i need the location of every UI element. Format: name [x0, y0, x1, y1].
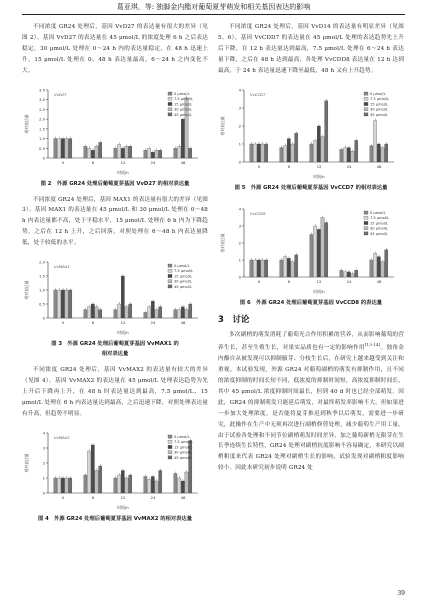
figure-caption: 图 5 外源 GR24 处理后葡萄夏芽基因 VvCCD7 的相对表达量	[234, 184, 388, 191]
bar	[325, 222, 328, 276]
legend-label: 30 μmol/L	[174, 107, 192, 112]
legend-label: 15 μmol/L	[370, 101, 388, 106]
legend-label: 7.5 μmol/L	[174, 96, 194, 101]
bar	[87, 148, 90, 158]
y-tick-label: 2	[238, 240, 241, 246]
bar	[91, 445, 94, 493]
bar	[181, 481, 184, 493]
y-tick-label: 1.5	[38, 125, 45, 131]
bar	[117, 475, 120, 493]
legend-label: 0 μmol/L	[174, 434, 190, 439]
legend-label: 15 μmol/L	[174, 444, 192, 449]
paragraph-text: 多次副梢的萌发消耗了葡萄光合作用积累的营养，从而影响葡萄的营养生长，甚至生殖生长，对果实品质也有一定的影响作用	[218, 331, 404, 352]
x-tick-label: 24	[150, 494, 156, 500]
bar	[147, 479, 150, 493]
legend-label: 15 μmol/L	[174, 274, 192, 279]
bar	[313, 226, 316, 277]
bar	[343, 271, 346, 276]
bar	[159, 150, 162, 158]
bar	[99, 466, 102, 493]
bar	[54, 138, 57, 157]
citation: [13-14]	[364, 342, 381, 348]
x-tick-label: 12	[120, 159, 126, 165]
legend-swatch	[364, 107, 368, 110]
bar	[117, 304, 120, 318]
legend-label: 7.5 μmol/L	[370, 215, 390, 220]
bar	[159, 307, 162, 318]
legend-swatch	[168, 285, 172, 288]
legend-swatch	[364, 211, 368, 214]
bar	[185, 472, 188, 493]
bar	[61, 478, 64, 493]
y-tick-label: 2.0	[38, 259, 45, 265]
legend-swatch	[168, 264, 172, 267]
bar	[355, 270, 358, 277]
chart-vvmax1	[22, 252, 208, 338]
legend-label: 0 μmol/L	[174, 91, 190, 96]
bar	[61, 290, 64, 318]
legend-swatch	[364, 97, 368, 100]
bar	[340, 270, 343, 277]
legend-swatch	[168, 455, 172, 458]
bar	[370, 260, 373, 277]
legend-swatch	[364, 216, 368, 219]
y-axis-label: 相对表达量	[24, 114, 29, 134]
legend-label: 0 μmol/L	[174, 264, 190, 269]
x-tick-label: 0	[61, 320, 65, 326]
bar	[177, 478, 180, 493]
bar	[87, 451, 90, 493]
legend-label: 45 μmol/L	[370, 231, 388, 236]
x-tick-label: 48	[180, 159, 186, 165]
bar	[155, 150, 158, 158]
x-tick-label: 6	[287, 163, 291, 169]
bar	[117, 144, 120, 158]
y-tick-label: 0	[238, 274, 241, 280]
bar	[181, 119, 184, 158]
bar	[159, 470, 162, 493]
x-tick-label: 6	[91, 159, 95, 165]
bar	[321, 217, 324, 277]
bar	[121, 148, 124, 158]
chart-svg	[218, 80, 404, 182]
chart-svg	[22, 423, 208, 513]
figure-caption: 图 3 外源 GR24 处理后葡萄夏芽基因 VvMAX1 的	[51, 341, 179, 348]
bar	[377, 256, 380, 276]
chart-title: VvMAX2	[54, 434, 70, 440]
chart-vvmax2	[22, 423, 208, 513]
bar	[313, 140, 316, 162]
y-axis-label: 相对表达量	[220, 233, 225, 253]
bar	[377, 144, 380, 162]
left-column	[22, 22, 208, 530]
bar	[250, 144, 253, 162]
bar	[84, 475, 87, 493]
legend-label: 45 μmol/L	[174, 284, 192, 289]
x-tick-label: 24	[346, 278, 352, 284]
x-tick-label: 24	[150, 159, 156, 165]
bar	[91, 150, 94, 158]
bar	[129, 304, 132, 318]
y-tick-label: 3.0	[38, 96, 45, 102]
chart-title: VvMAX1	[54, 264, 70, 270]
bar	[125, 146, 128, 158]
paragraph: 不同浓度 GR24 处理后，基因 VvD27 的表达量有很大的差异（见图 2）。基因 VvD27 的表达量在 45 μmol/L 的浓度处理 6 h 之后表达稳定，30 μmol/L 处理在 0～24 h 内的表达量稳定，在 48 h 迅速上升，15 μmol/L 处理在 0、48 h 表达量最高，6～24 h 之内变化不大。	[22, 24, 208, 74]
bar	[310, 234, 313, 277]
x-tick-label: 6	[287, 278, 291, 284]
chart-svg	[22, 80, 208, 178]
y-tick-label: 4	[238, 206, 241, 212]
x-axis-label: 时间/h	[313, 288, 325, 294]
x-tick-label: 12	[316, 278, 322, 284]
x-tick-label: 0	[61, 159, 65, 165]
bar	[253, 260, 256, 277]
chart-title: VvCCD7	[250, 91, 266, 97]
bar	[54, 478, 57, 493]
x-tick-label: 12	[120, 320, 126, 326]
bar	[65, 290, 68, 318]
y-axis-label: 相对表达量	[24, 280, 29, 300]
legend-label: 30 μmol/L	[174, 279, 192, 284]
y-tick-label: 1.0	[38, 135, 45, 141]
bar	[265, 144, 268, 162]
y-axis-label: 相对表达量	[220, 116, 225, 136]
bar	[177, 310, 180, 318]
y-tick-label: 3	[238, 105, 241, 111]
bar	[57, 478, 60, 493]
bar	[125, 307, 128, 318]
section-title: 3 讨论	[218, 314, 250, 325]
figure-caption-cont: 相对表达量	[101, 351, 129, 358]
figure-caption: 图 4 外源 GR24 处理后葡萄夏芽基因 VvMAX2 的相对表达量	[37, 515, 193, 522]
paragraph: 不同浓度 GR24 处理后，基因 VvD14 的表达量有明显差异（见图 5、6）。基因 VvCDD7 的表达量在 45 μmol/L 处理的表达趋势先上升后下降，在 12 h 表达量达到最高，7.5 μmol/L 处理在 6～24 h 表达量下降，之后在 48 h 达到最高；各处理 VvCDD8 表达量在 12 h 达到最高，于 24 h 表达量迅速下降至最低，48 h 又有上升趋势。	[218, 24, 404, 74]
y-tick-label: 3.5	[38, 87, 45, 93]
bar	[174, 148, 177, 158]
bar	[310, 144, 313, 162]
bar	[65, 138, 68, 157]
bar	[65, 478, 68, 493]
y-tick-label: 1	[238, 141, 241, 147]
figure-caption: 图 2 外源 GR24 处理后葡萄夏芽基因 VvD27 的相对表达量	[40, 180, 190, 187]
bar	[57, 138, 60, 157]
chart-vvccd8	[218, 199, 404, 297]
bar	[151, 152, 154, 158]
bar	[121, 470, 124, 493]
legend-swatch	[364, 221, 368, 224]
bar	[283, 256, 286, 276]
legend-label: 45 μmol/L	[370, 112, 388, 117]
x-axis-label: 时间/h	[117, 504, 129, 510]
y-tick-label: 0.5	[38, 145, 45, 151]
bar	[189, 304, 192, 318]
bar	[147, 307, 150, 318]
y-tick-label: 1.0	[38, 287, 45, 293]
y-tick-label: 3	[42, 445, 45, 451]
bar	[287, 258, 290, 277]
bar	[373, 120, 376, 161]
page-number: 39	[397, 590, 405, 597]
bar	[69, 290, 72, 318]
legend-swatch	[364, 102, 368, 105]
y-tick-label: 0	[42, 490, 45, 496]
bar	[373, 253, 376, 277]
bar	[250, 260, 253, 277]
x-tick-label: 24	[346, 163, 352, 169]
bar	[351, 273, 354, 276]
paragraph: 不同浓度 GR24 处理后，基因 VvMAX2 的表达量有较大的差异（见图 4）。基因 VvMAX2 的表达量在 45 μmol/L 处理表达趋势为先上升后下降再上升，在 48 h 时表达量达到最高，7.5 μmol/L、15 μmol/L 处理在 6 h 内表达量达到最高，之后迅速下降，对照处理表达量有升高，但趋势不明显。	[22, 367, 208, 417]
y-tick-label: 2.5	[38, 106, 45, 112]
bar	[114, 478, 117, 493]
legend-swatch	[364, 92, 368, 95]
bar	[280, 260, 283, 277]
x-tick-label: 48	[376, 163, 382, 169]
y-tick-label: 0	[238, 159, 241, 165]
header-rule	[22, 14, 405, 15]
bar	[147, 148, 150, 158]
bar	[69, 138, 72, 157]
bar	[385, 144, 388, 162]
y-tick-label: 2	[238, 123, 241, 129]
bar	[95, 146, 98, 158]
bar	[261, 144, 264, 162]
x-tick-label: 6	[91, 494, 95, 500]
bar	[381, 261, 384, 276]
bar	[151, 301, 154, 318]
bar	[355, 140, 358, 162]
legend-label: 15 μmol/L	[174, 101, 192, 106]
legend-swatch	[168, 280, 172, 283]
bar	[283, 145, 286, 161]
x-tick-label: 0	[61, 494, 65, 500]
bar	[177, 146, 180, 158]
bar	[99, 142, 102, 158]
legend-label: 7.5 μmol/L	[370, 96, 390, 101]
legend-swatch	[168, 445, 172, 448]
legend-label: 30 μmol/L	[174, 450, 192, 455]
bar	[347, 271, 350, 276]
bar	[343, 147, 346, 161]
legend-label: 30 μmol/L	[370, 107, 388, 112]
bar	[99, 310, 102, 318]
y-tick-label: 4	[42, 430, 45, 436]
bar	[114, 310, 117, 318]
legend-swatch	[364, 231, 368, 234]
legend-swatch	[168, 92, 172, 95]
bar	[291, 144, 294, 162]
chart-title: VvD27	[54, 91, 67, 97]
bar	[144, 150, 147, 158]
bar	[253, 144, 256, 162]
legend-swatch	[168, 107, 172, 110]
bar	[340, 149, 343, 162]
chart-svg	[218, 199, 404, 297]
x-tick-label: 48	[180, 320, 186, 326]
bar	[291, 261, 294, 276]
figure-caption: 图 6 外源 GR24 处理后葡萄夏芽基因 VvCCD8 的表达量	[239, 299, 383, 306]
bar	[257, 144, 260, 162]
bar	[95, 470, 98, 493]
y-tick-label: 0	[42, 315, 45, 321]
bar	[114, 148, 117, 158]
x-tick-label: 48	[180, 494, 186, 500]
bar	[144, 312, 147, 318]
legend-swatch	[168, 435, 172, 438]
bar	[121, 276, 124, 318]
y-tick-label: 0	[42, 155, 45, 161]
legend-swatch	[168, 269, 172, 272]
bar	[189, 148, 192, 158]
bar	[347, 147, 350, 161]
x-tick-label: 0	[257, 278, 261, 284]
bar	[295, 133, 298, 162]
bar	[257, 260, 260, 277]
paragraph-text: 。独角金内酯自从被发现可以抑制腋芽、分枝生长后，在研究上越来越受到关注和重视。本试验发现，外源 GR24 对葡萄副梢的萌发有抑制作用，且不同的浓度抑制的时间长短不同，低浓度的抑制时间短，高浓度抑制时间长，其中 45 μmol/L 浓度抑制时间最长，但到 40 d 时也已经全部萌发。因此，GR24 的抑制萌发只能延后萌发，对最终萌发率影响不大，但如果进一步加大处理浓度，是否能将夏芽推迟到秋季以后萌发，需要进一步研究，此操作在生产中无须再次进行副梢修剪处理，减少葡萄生产用工量。由于试验各处理和不同节位副梢萌发时间差异，加之葡萄新梢无限芽在生长季连续生长特性，GR24 处理对副梢抗度影响不容易确定，本研究以副梢粗度来代表 GR24 处理对副梢生长的影响，试验发现对副梢粗度影响较小。因此本研究初步说明 GR24 处	[218, 345, 404, 472]
bar	[381, 147, 384, 161]
bar	[385, 249, 388, 276]
y-tick-label: 1	[238, 257, 241, 263]
bar	[61, 138, 64, 157]
bar	[287, 138, 290, 161]
chart-title: VvCCD8	[250, 210, 266, 216]
legend-swatch	[168, 97, 172, 100]
x-tick-label: 12	[316, 163, 322, 169]
bar	[69, 478, 72, 493]
chart-vvd27	[22, 80, 208, 178]
legend-swatch	[168, 112, 172, 115]
bar	[185, 310, 188, 318]
bar	[84, 146, 87, 158]
bar	[181, 307, 184, 318]
x-tick-label: 12	[120, 494, 126, 500]
legend-label: 0 μmol/L	[370, 91, 386, 96]
bar	[87, 307, 90, 318]
bar	[325, 100, 328, 161]
legend-swatch	[364, 226, 368, 229]
legend-label: 45 μmol/L	[174, 455, 192, 460]
x-axis-label: 时间/h	[313, 173, 325, 179]
x-axis-label: 时间/h	[117, 169, 129, 175]
x-tick-label: 0	[257, 163, 261, 169]
bar	[155, 310, 158, 318]
bar	[317, 229, 320, 277]
y-tick-label: 4	[238, 87, 241, 93]
bar	[91, 304, 94, 318]
bar	[321, 136, 324, 161]
legend-label: 7.5 μmol/L	[174, 269, 194, 274]
y-tick-label: 0.5	[38, 301, 45, 307]
bar	[265, 260, 268, 277]
y-axis-label: 相对表达量	[24, 453, 29, 473]
y-tick-label: 3	[238, 223, 241, 229]
x-axis-label: 时间/h	[117, 330, 129, 336]
bar	[129, 475, 132, 493]
legend-label: 30 μmol/L	[370, 226, 388, 231]
legend-swatch	[364, 112, 368, 115]
bar	[129, 146, 132, 158]
y-tick-label: 1	[42, 475, 45, 481]
bar	[144, 476, 147, 493]
bar	[57, 290, 60, 318]
bar	[84, 310, 87, 318]
bar	[317, 126, 320, 162]
legend-swatch	[168, 440, 172, 443]
bar	[54, 290, 57, 318]
bar	[295, 254, 298, 276]
y-tick-label: 1.5	[38, 273, 45, 279]
bar	[155, 481, 158, 493]
bar	[370, 145, 373, 161]
legend-swatch	[168, 274, 172, 277]
bar	[125, 478, 128, 493]
legend-label: 15 μmol/L	[370, 220, 388, 225]
legend-swatch	[168, 102, 172, 105]
running-header: 葛亚琪，等: 独脚金内酯对葡萄夏芽萌发和相关基因表达的影响	[116, 3, 311, 11]
right-column	[218, 22, 404, 476]
legend-swatch	[168, 450, 172, 453]
x-tick-label: 48	[376, 278, 382, 284]
paragraph	[218, 330, 404, 475]
chart-svg	[22, 252, 208, 338]
paragraph: 不同浓度 GR24 处理后，基因 MAX1 的表达量有很大的差异（见图 3）。基因 MAX1 的表达量在 45 μmol/L 和 30 μmol/L 处理在 0～48 h 内表达量都不高，处于平稳水平，15 μmol/L 处理在 6 h 内为下降趋势，之后在 12 h 上升，之后回落，对照处理在 6～48 h 内表达量降低，处于较低的水平。	[22, 196, 208, 247]
legend-label: 0 μmol/L	[370, 210, 386, 215]
bar	[151, 476, 154, 493]
legend-label: 45 μmol/L	[174, 112, 192, 117]
y-tick-label: 2	[42, 460, 45, 466]
chart-vvccd7	[218, 80, 404, 182]
bar	[280, 147, 283, 161]
y-tick-label: 2.0	[38, 116, 45, 122]
bar	[351, 151, 354, 162]
bar	[174, 310, 177, 318]
x-tick-label: 6	[91, 320, 95, 326]
x-tick-label: 24	[150, 320, 156, 326]
bar	[261, 260, 264, 277]
bar	[95, 307, 98, 318]
bar	[174, 473, 177, 493]
legend-label: 7.5 μmol/L	[174, 439, 194, 444]
